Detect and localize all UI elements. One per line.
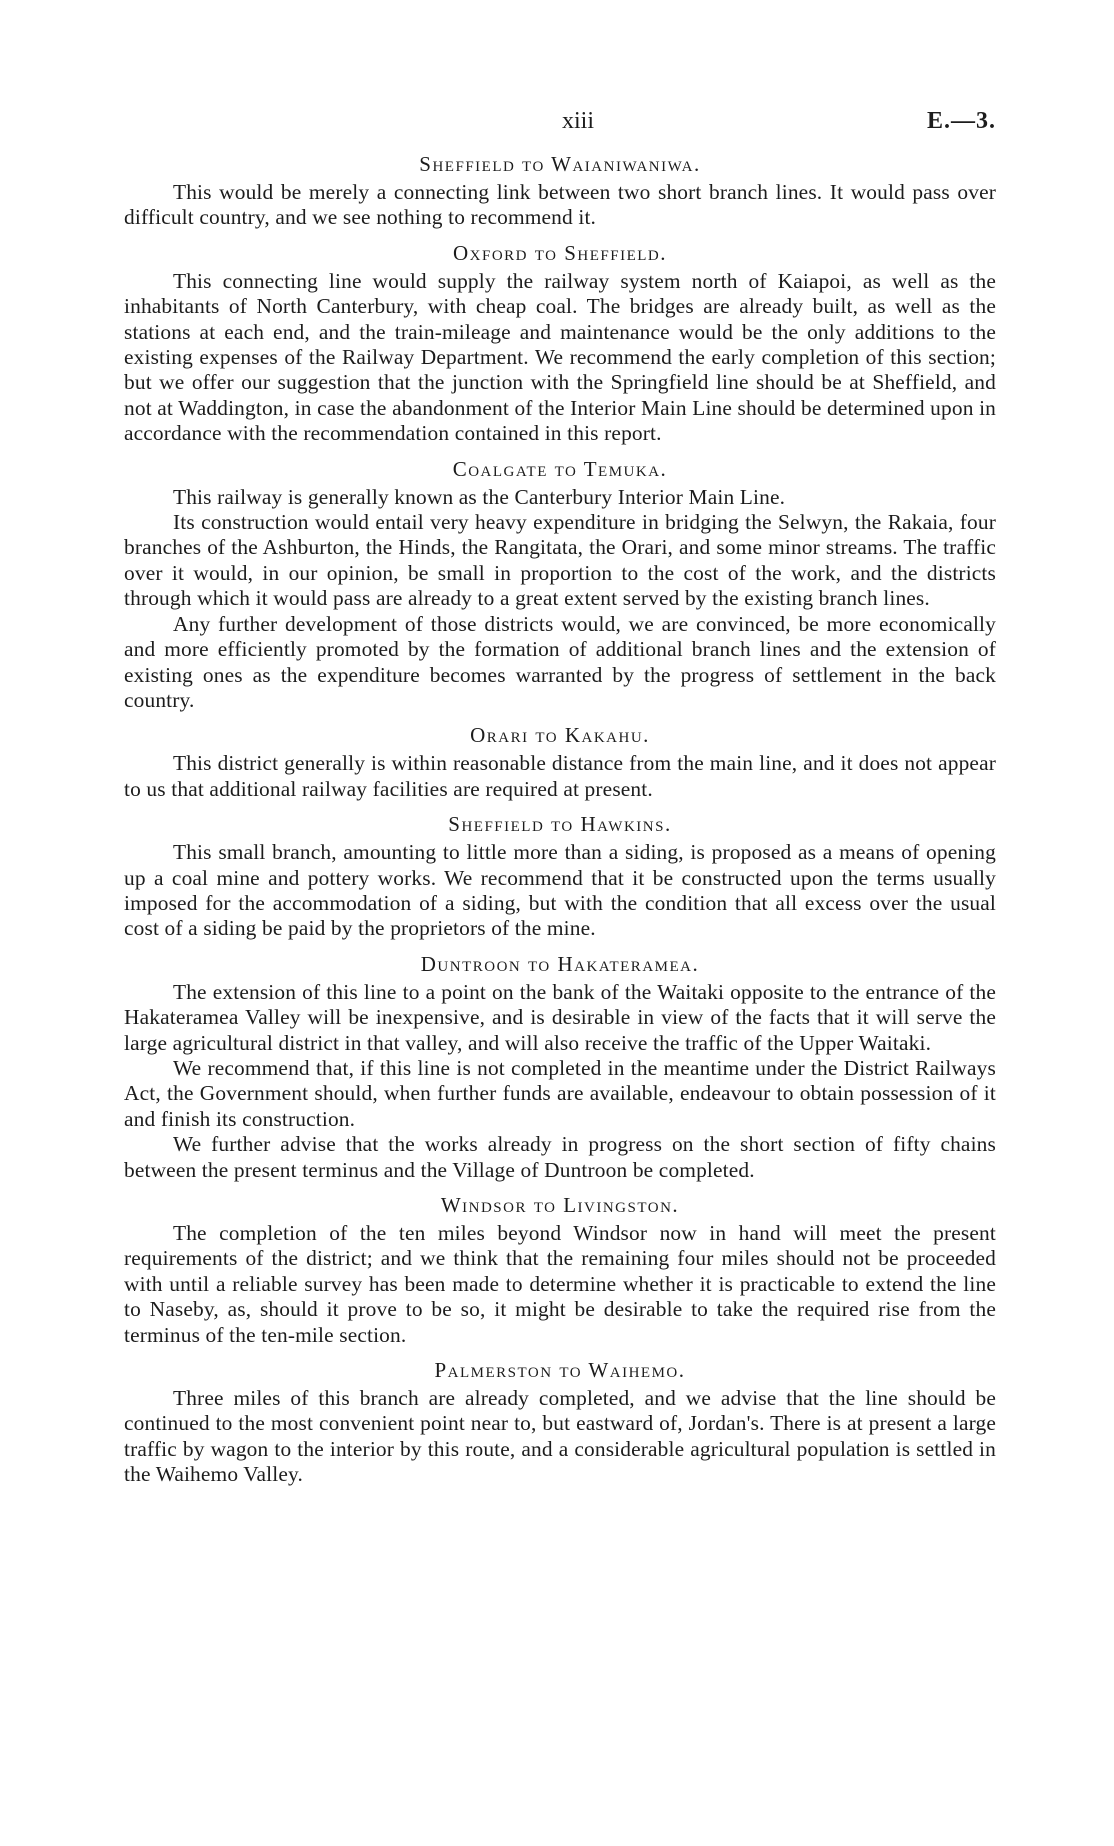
paragraph: Three miles of this branch are already completed, and we advise that the line should be continued to the most convenient point near to, but eastward of, Jordan's. There is at present a large traffic by wagon to the interior by this route, and a considerable agricultural population is settled in the Waihemo Valley. bbox=[124, 1386, 996, 1487]
section-duntroon-hakateramea bbox=[124, 950, 996, 1183]
page-header bbox=[124, 108, 996, 142]
paragraph: The completion of the ten miles beyond Windsor now in hand will meet the present requirements of the district; and we think that the remaining four miles should not be proceeded with until a reliable survey has been made to determine whether it is practicable to extend the line to Naseby, as, should it prove to be so, it might be desirable to take the required rise from the terminus of the ten-mile section. bbox=[124, 1221, 996, 1347]
section-heading: Duntroon to Hakateramea. bbox=[420, 951, 700, 976]
section-palmerston-waihemo bbox=[124, 1356, 996, 1488]
paragraph: This would be merely a connecting link between two short branch lines. It would pass over difficult country, and we see nothing to recommend it. bbox=[124, 180, 996, 230]
section-coalgate-temuka bbox=[124, 455, 996, 714]
section-heading: Coalgate to Temuka. bbox=[452, 456, 668, 481]
paragraph: This railway is generally known as the Canterbury Interior Main Line. bbox=[173, 484, 786, 509]
section-heading: Palmerston to Waihemo. bbox=[434, 1358, 686, 1383]
section-oxford-sheffield bbox=[124, 239, 996, 447]
section-heading: Sheffield to Hawkins. bbox=[448, 812, 672, 837]
paragraph: We recommend that, if this line is not completed in the meantime under the District Railways Act, the Government should, when further funds are available, endeavour to obtain possession of it and finish its construction. bbox=[124, 1055, 996, 1131]
page-number: xiii bbox=[562, 108, 595, 134]
paragraph: Any further development of those districts would, we are convinced, be more economically and more efficiently promoted by the formation of additional branch lines and the extension of existing ones as the expenditure becomes warranted by the progress of settlement in the back country. bbox=[124, 611, 996, 712]
section-heading: Orari to Kakahu. bbox=[470, 723, 650, 748]
paragraph: The extension of this line to a point on the bank of the Waitaki opposite to the entrance of the Hakateramea Valley will be inexpensive, and is desirable in view of the facts that it will serve the large agricultural district in that valley, and will also receive the traffic of the Upper Waitaki. bbox=[124, 979, 996, 1055]
section-heading: Windsor to Livingston. bbox=[440, 1193, 680, 1217]
section-sheffield-waianiwaniwa bbox=[124, 150, 996, 231]
document-reference: E.—3. bbox=[926, 108, 996, 134]
paragraph: This small branch, amounting to little more than a siding, is proposed as a means of opening up a coal mine and pottery works. We recommend that it be constructed upon the terms usually imposed for the accommodation of a siding, but with the condition that all excess over the usual cost of a siding be paid by the proprietors of the mine. bbox=[124, 840, 996, 941]
section-sheffield-hawkins bbox=[124, 810, 996, 942]
section-orari-kakahu bbox=[124, 721, 996, 802]
section-heading: Sheffield to Waianiwaniwa. bbox=[419, 152, 701, 176]
section-heading: Oxford to Sheffield. bbox=[453, 240, 667, 265]
paragraph: We further advise that the works already in progress on the short section of fifty chains between the present terminus and the Village of Duntroon be completed. bbox=[124, 1132, 996, 1182]
section-windsor-livingston bbox=[124, 1191, 996, 1348]
paragraph: This connecting line would supply the railway system north of Kaiapoi, as well as the inhabitants of North Canterbury, with cheap coal. The bridges are already built, as well as the stations at each end, and the train-mileage and maintenance would be the only additions to the existing expenses of the Railway Department. We recommend the early completion of this section; but we offer our suggestion that the junction with the Springfield line should be at Sheffield, and not at Waddington, in case the abandonment of the Interior Main Line should be determined upon in accordance with the recommendation contained in this report. bbox=[124, 268, 997, 446]
paragraph: This district generally is within reasonable distance from the main line, and it does not appear to us that additional railway facilities are required at present. bbox=[124, 751, 996, 801]
paragraph: Its construction would entail very heavy expenditure in bridging the Selwyn, the Rakaia, four branches of the Ashburton, the Hinds, the Rangitata, the Orari, and some minor streams. The traffic over it would, in our opinion, be small in proportion to the cost of the work, and the districts through which it would pass are already to a great extent served by the existing branch lines. bbox=[124, 510, 996, 611]
